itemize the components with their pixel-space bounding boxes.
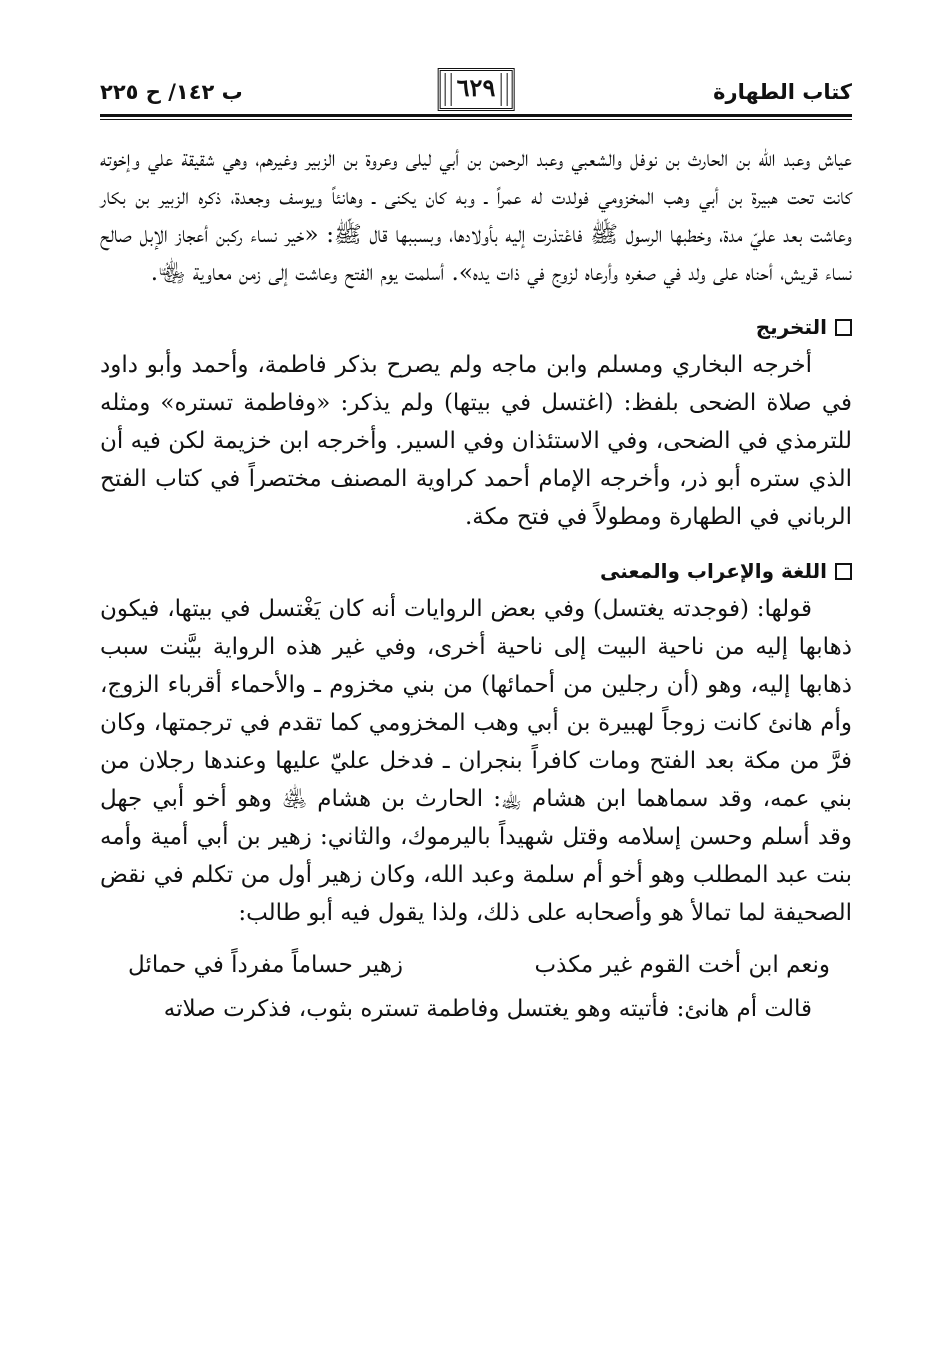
lugha-heading <box>100 554 852 588</box>
intro-paragraph: عياش وعبد الله بن الحارث بن نوفل والشعبي وعبد الرحمن بن أبي ليلى وعروة بن الزبير وغيرهم، وهي شقيقة علي وإخوته كانت تحت هبيرة بن أبي وهب المخزومي فولدت له عمراً ـ وبه كان يكنى ـ وهانئاً ويوسف وجعدة، ذكره الزبير بن بكار وعاشت بعد عليّ مدة، وخطبها الرسول ﷺ فاعْتذرت إليه بأولادها، وبسببها قال ﷺ: «خير نساء ركبن أعجاز الإبل صالح نساء قريش، أحناه على ولد في صغره وأرعاه لزوج في ذات يده». أسلمت يوم الفتح وعاشت إلى زمن معاوية ﵄. <box>100 146 852 286</box>
page-header <box>100 60 852 118</box>
takhrij-paragraph: أخرجه البخاري ومسلم وابن ماجه ولم يصرح بذكر فاطمة، وأحمد وأبو داود في صلاة الضحى بلفظ: (اغتسل في بيتها) ولم يذكر: «وفاطمة تستره» ومثله للترمذي في الضحى، وفي الاستئذان وفي السير. وأخرجه ابن خزيمة لكن فيه أن الذي ستره أبو ذر، وأخرجه الإمام أحمد كراوية المصنف مختصراً في كتاب الفتح الرباني في الطهارة ومطولاً في فتح مكة. <box>100 352 852 530</box>
header-rule <box>100 114 852 117</box>
hadith-reference: ب ١٤٢/ ح ٢٢٥ <box>100 80 243 104</box>
takhrij-heading <box>100 310 852 344</box>
closing-paragraph: قالت أم هانئ: فأتيته وهو يغتسل وفاطمة تستره بثوب، فذكرت صلاته <box>163 996 812 1022</box>
lugha-paragraph: قولها: (فوجدته يغتسل) وفي بعض الروايات أنه كان يَغْتسل في بيتها، فيكون ذهابها إليه من ناحية البيت إلى ناحية أخرى، وفي غير هذه الرواية بيَّنت سبب ذهابها إليه، وهو (أن رجلين من أحمائها) من بني مخزوم ـ والأحماء أقرباء الزوج، وأم هانئ كانت زوجاً لهبيرة بن أبي وهب المخزومي كما تقدم في ترجمتها، وكان فرَّ من مكة بعد الفتح ومات كافراً بنجران ـ فدخل عليّ عليها وعندها رجلان من بني عمه، وقد سماهما ابن هشام ﵀: الحارث بن هشام ﵁ وهو أخو أبي جهل وقد أسلم وحسن إسلامه وقتل شهيداً باليرموك، والثاني: زهير بن أبي أمية وأمه بنت عبد المطلب وهو أخو أم سلمة وعبد الله، وكان زهير أول من تكلم في نقض الصحيفة لما تمالأ هو وأصحابه على ذلك، ولذا يقول فيه أبو طالب: <box>100 596 852 926</box>
takhrij-heading-label: التخريج <box>755 315 827 339</box>
verse-second-hemistich: زهير حساماً مفرداً في حمائل <box>128 952 403 978</box>
square-bullet-icon <box>835 563 852 580</box>
poetry-verse <box>100 946 852 984</box>
verse-first-hemistich: ونعم ابن أخت القوم غير مكذب <box>534 952 830 978</box>
book-page <box>100 60 852 1028</box>
lugha-heading-label: اللغة والإعراب والمعنى <box>599 559 827 583</box>
running-title: كتاب الطهارة <box>713 80 852 104</box>
square-bullet-icon <box>835 319 852 336</box>
page-number: ٦٢٩ <box>438 68 515 111</box>
